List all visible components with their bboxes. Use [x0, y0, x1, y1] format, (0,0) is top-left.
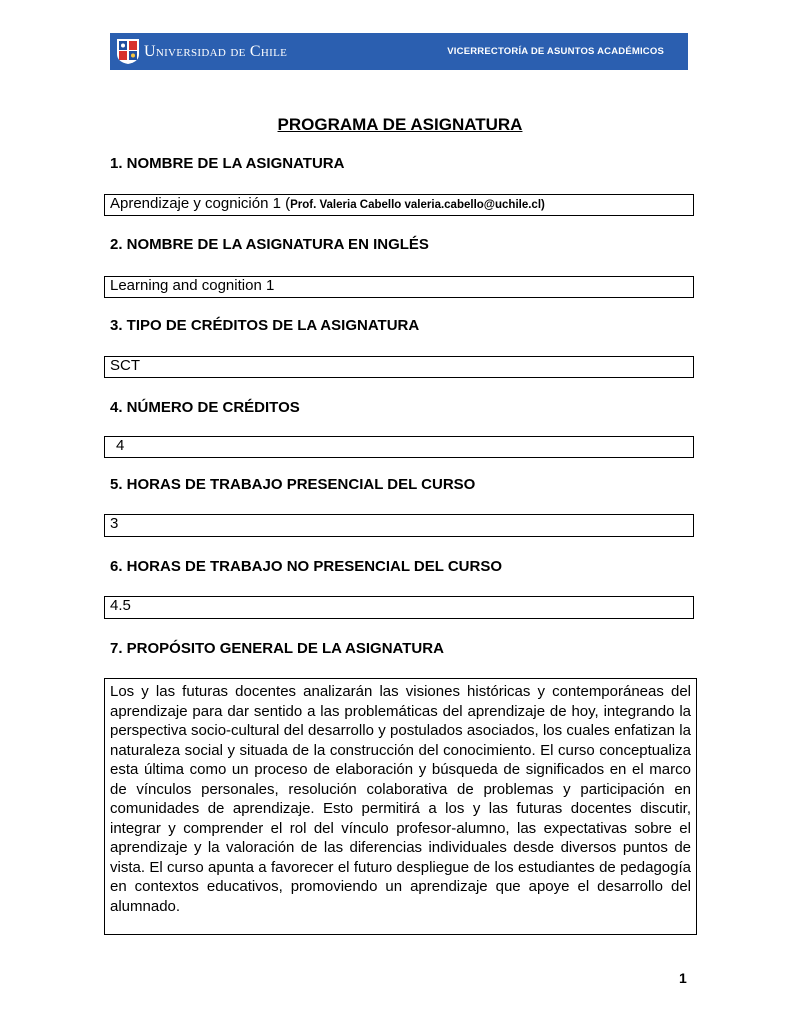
university-seal-icon: [116, 38, 140, 65]
purpose-paragraph: Los y las futuras docentes analizarán las visiones históricas y contemporáneas del aprendizaje para dar sentido a las problemáticas del aprendizaje de hoy, integrando la perspectiva socio-cultural del desarrollo y postulados asociados, los cuales enfatizan la naturaleza social y situada de la construcción del conocimiento. El curso conceptualiza esta última como un proceso de elaboración y búsqueda de significados en el marco de vínculos personales, resolución colaborativa de problemas y participación en comunidades de aprendizaje. Esto permitirá a los y las futuras docentes discutir, integrar y comprender el rol del vínculo profesor-alumno, las expectativas sobre el aprendizaje y la valoración de las diferencias individuales desde diversos puntos de vista. El curso apunta a favorecer el futuro despliegue de los estudiantes de pedagogía en contextos educativos, promoviendo un aprendizaje que apoye el desarrollo del alumnado.: [104, 678, 697, 935]
field-box-3: [104, 356, 694, 378]
section-heading-2: 2. NOMBRE DE LA ASIGNATURA EN INGLÉS: [110, 236, 429, 253]
header-banner: [110, 33, 688, 70]
field-box-6: [104, 596, 694, 619]
course-name-value: Aprendizaje y cognición 1 (: [110, 195, 291, 212]
professor-note: Prof. Valeria Cabello valeria.cabello@uchile.cl): [290, 199, 545, 211]
presential-hours-value: 3: [110, 515, 119, 532]
field-box-4: [104, 436, 694, 458]
section-heading-6: 6. HORAS DE TRABAJO NO PRESENCIAL DEL CURSO: [110, 558, 502, 575]
credit-count-value: 4: [116, 437, 125, 454]
document-title: PROGRAMA DE ASIGNATURA: [277, 115, 523, 134]
section-heading-7: 7. PROPÓSITO GENERAL DE LA ASIGNATURA: [110, 640, 444, 657]
section-heading-3: 3. TIPO DE CRÉDITOS DE LA ASIGNATURA: [110, 317, 420, 334]
section-heading-1: 1. NOMBRE DE LA ASIGNATURA: [110, 155, 345, 172]
university-name: Universidad de Chile: [144, 43, 288, 60]
credit-type-value: SCT: [110, 357, 140, 374]
nonpresential-hours-value: 4.5: [110, 597, 131, 614]
section-heading-4: 4. NÚMERO DE CRÉDITOS: [110, 399, 300, 416]
english-name-value: Learning and cognition 1: [110, 277, 275, 294]
field-box-2: [104, 276, 694, 298]
field-box-5: [104, 514, 694, 537]
office-name: VICERRECTORÍA DE ASUNTOS ACADÉMICOS: [447, 46, 664, 57]
field-box-1: [104, 194, 694, 216]
page-number: 1: [679, 970, 687, 986]
section-heading-5: 5. HORAS DE TRABAJO PRESENCIAL DEL CURSO: [110, 476, 476, 493]
